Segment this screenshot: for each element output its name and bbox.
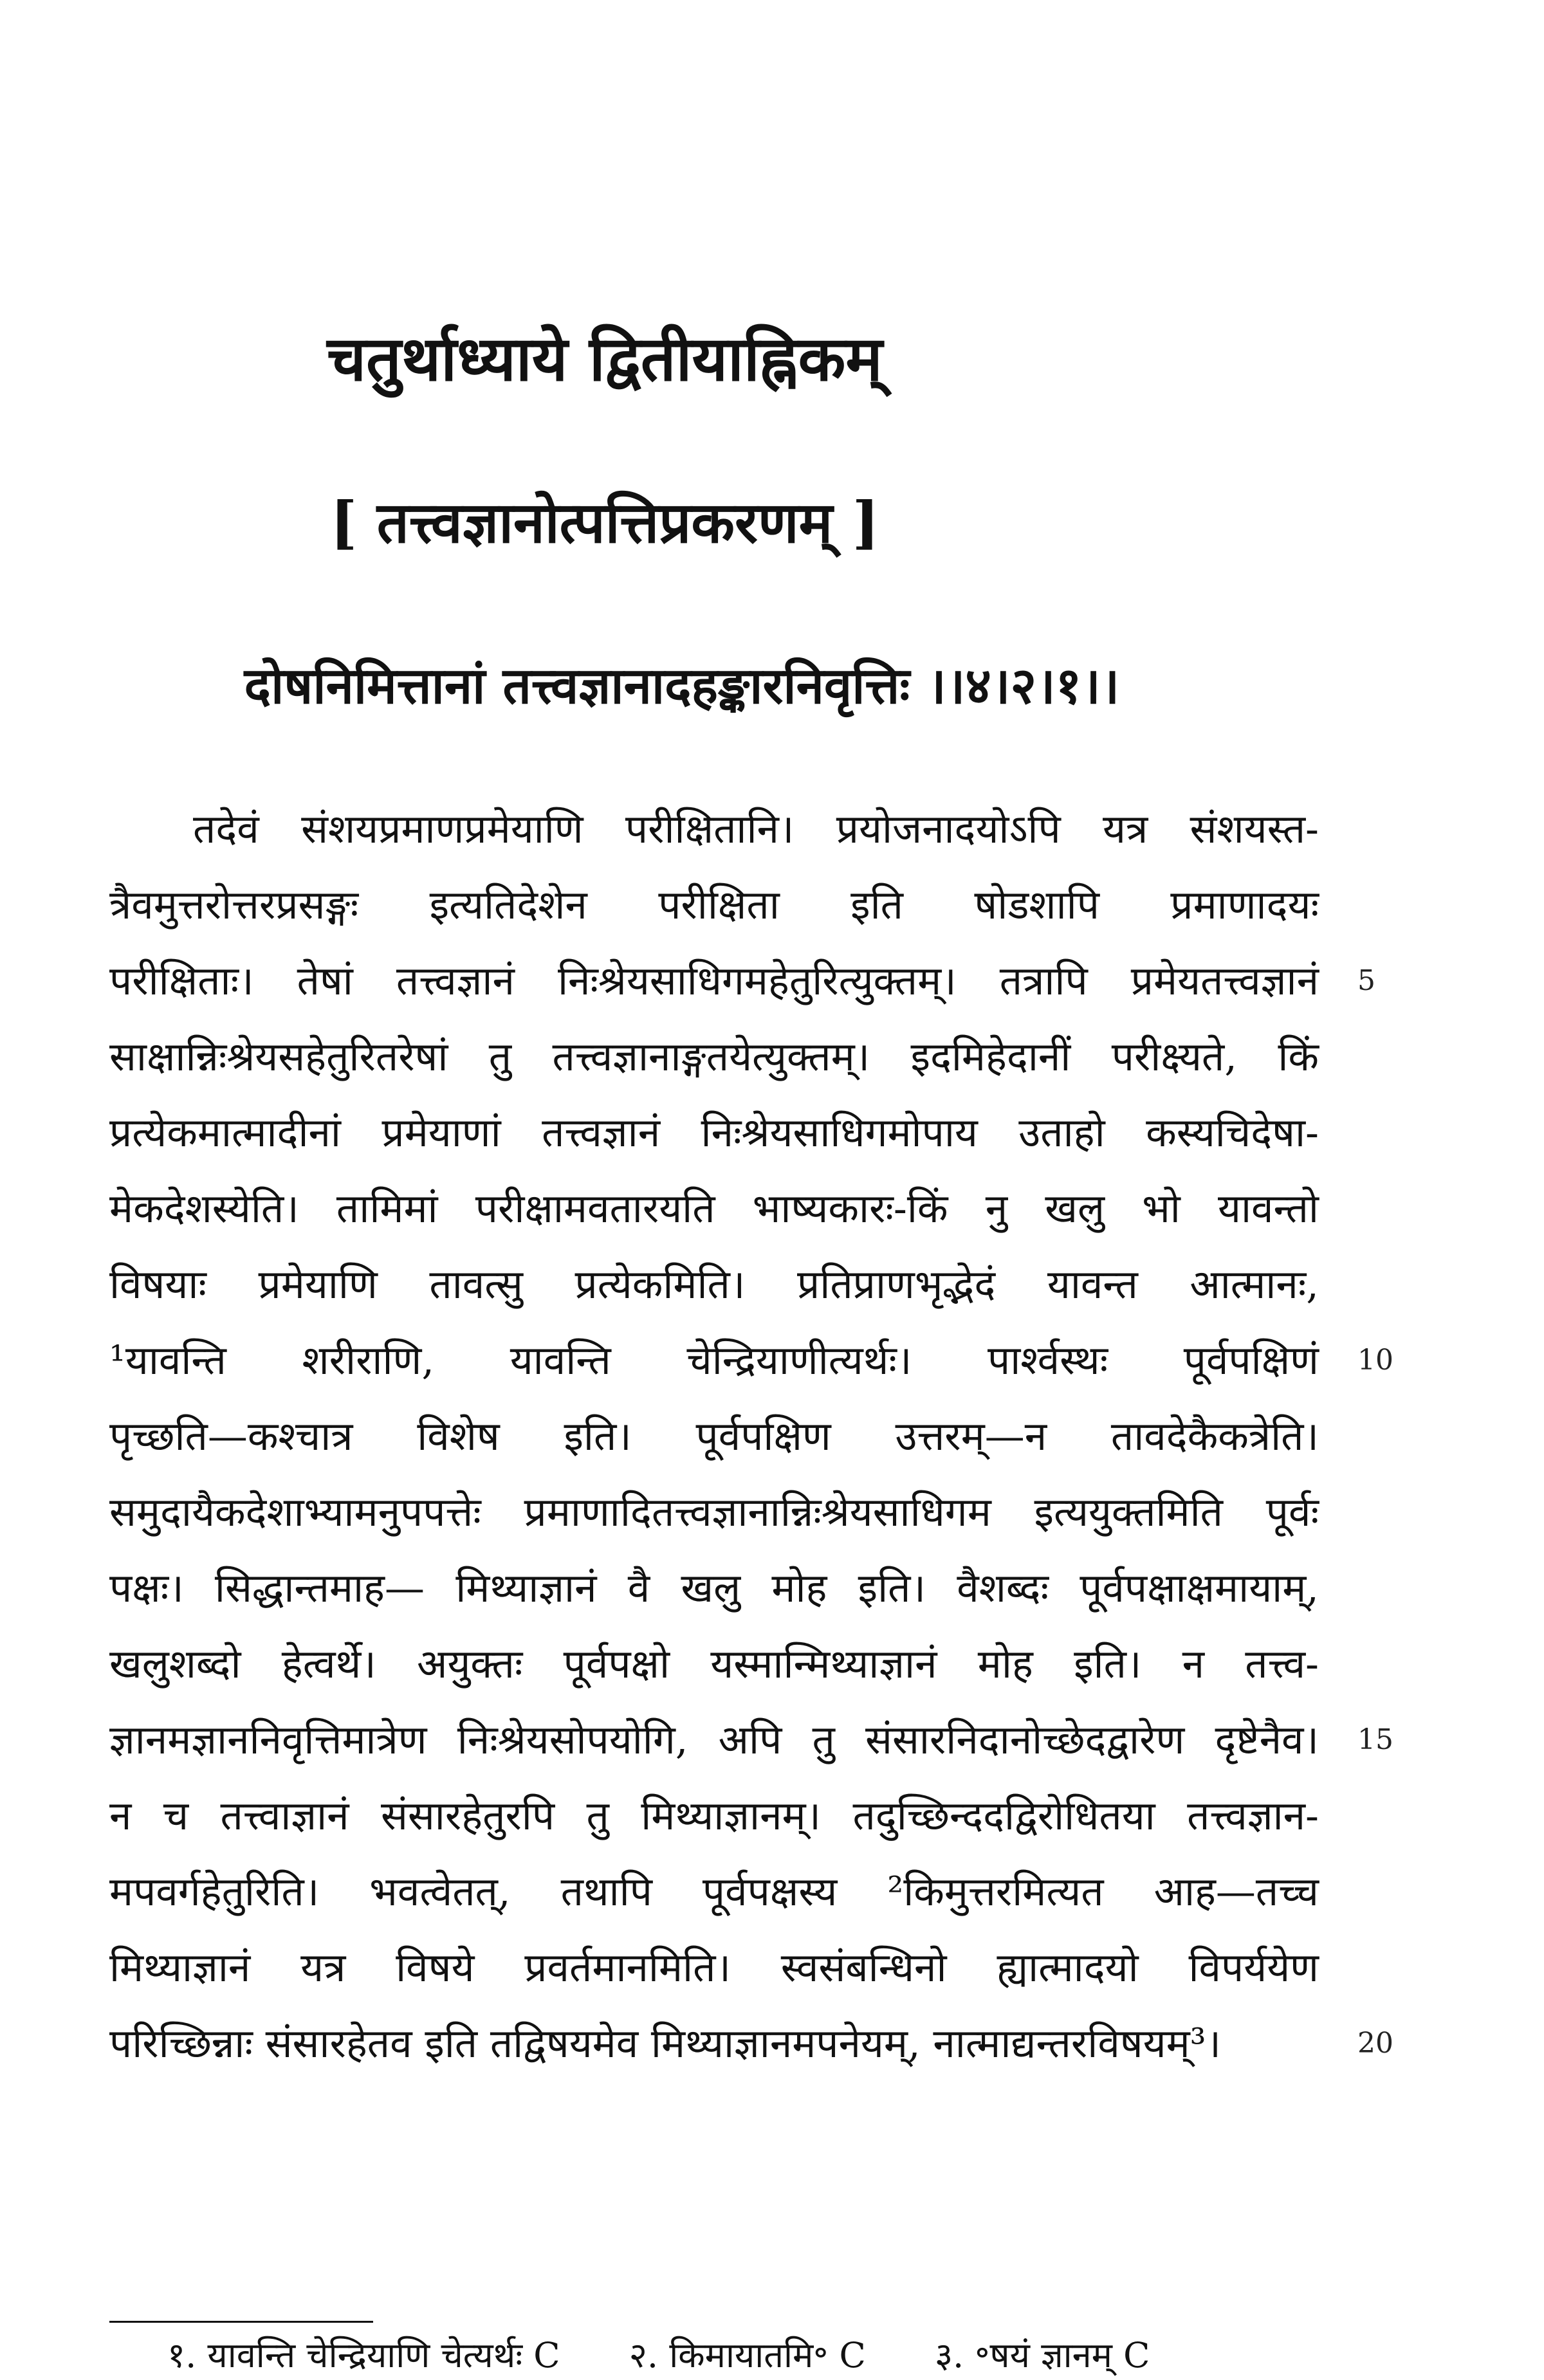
line-number: 15	[1357, 1723, 1393, 1756]
text-line: मिथ्याज्ञानं यत्र विषये प्रवर्तमानमिति। स्वसंबन्धिनो ह्यात्मादयो विपर्ययेण	[109, 1944, 1319, 1991]
text-line: ¹यावन्ति शरीराणि, यावन्ति चेन्द्रियाणीत्यर्थः। पार्श्वस्थः पूर्वपक्षिणं	[109, 1337, 1319, 1384]
text-line: समुदायैकदेशाभ्यामनुपपत्तेः प्रमाणादितत्त्वज्ञानान्निःश्रेयसाधिगम इत्ययुक्तमिति पूर्वः	[109, 1488, 1319, 1535]
text-line: ज्ञानमज्ञाननिवृत्तिमात्रेण निःश्रेयसोपयोगि, अपि तु संसारनिदानोच्छेदद्वारेण दृष्टेनैव।	[109, 1716, 1319, 1763]
text-line: विषयाः प्रमेयाणि तावत्सु प्रत्येकमिति। प्रतिप्राणभृद्भेदं यावन्त आत्मानः,	[109, 1261, 1319, 1308]
line-number: 20	[1357, 2027, 1393, 2060]
text-line: न च तत्त्वाज्ञानं संसारहेतुरपि तु मिथ्याज्ञानम्। तदुच्छिन्ददद्विरोधितया तत्त्वज्ञान-	[109, 1792, 1319, 1839]
text-line: प्रत्येकमात्मादीनां प्रमेयाणां तत्त्वज्ञानं निःश्रेयसाधिगमोपाय उताहो कस्यचिदेषा-	[109, 1109, 1319, 1156]
section-title: [ तत्त्वज्ञानोत्पत्तिप्रकरणम् ]	[330, 489, 879, 556]
chapter-title: चतुर्थाध्याये द्वितीयाह्निकम्	[327, 322, 883, 395]
text-line: परिच्छिन्नाः संसारहेतव इति तद्विषयमेव मिथ्याज्ञानमपनेयम्, नात्माद्यन्तरविषयम्³।	[109, 2020, 1222, 2067]
footnote-divider	[109, 2321, 373, 2323]
line-number: 5	[1357, 964, 1375, 997]
text-line: साक्षान्निःश्रेयसहेतुरितरेषां तु तत्त्वज्ञानाङ्गतयेत्युक्तम्। इदमिहेदानीं परीक्ष्यते, किं	[109, 1033, 1319, 1080]
footnote: ३. ॰षयं ज्ञानम् C	[934, 2335, 1150, 2375]
text-line: मपवर्गहेतुरिति। भवत्वेतत्, तथापि पूर्वपक्षस्य ²किमुत्तरमित्यत आह—तच्च	[109, 1868, 1319, 1915]
footnote: २. किमायातमि॰ C	[629, 2335, 866, 2375]
footnotes	[167, 2331, 1325, 2380]
text-line: परीक्षिताः। तेषां तत्त्वज्ञानं निःश्रेयसाधिगमहेतुरित्युक्तम्। तत्रापि प्रमेयतत्त्वज्ञानं	[109, 957, 1319, 1004]
sutra-text: दोषनिमित्तानां तत्त्वज्ञानादहङ्कारनिवृत्तिः ।।४।२।१।।	[244, 657, 1120, 715]
text-line: पृच्छति—कश्चात्र विशेष इति। पूर्वपक्षिण उत्तरम्—न तावदेकैकत्रेति।	[109, 1413, 1319, 1460]
footnote: १. यावन्ति चेन्द्रियाणि चेत्यर्थः C	[167, 2335, 560, 2375]
commentary-body	[109, 791, 1319, 2082]
text-line: त्रैवमुत्तरोत्तरप्रसङ्गः इत्यतिदेशेन परीक्षिता इति षोडशापि प्रमाणादयः	[109, 881, 1319, 928]
text-line: तदेवं संशयप्रमाणप्रमेयाणि परीक्षितानि। प्रयोजनादयोऽपि यत्र संशयस्त-	[193, 805, 1319, 852]
text-line: खलुशब्दो हेत्वर्थे। अयुक्तः पूर्वपक्षो यस्मान्मिथ्याज्ञानं मोह इति। न तत्त्व-	[109, 1640, 1319, 1687]
line-number: 10	[1357, 1344, 1393, 1377]
text-line: पक्षः। सिद्धान्तमाह— मिथ्याज्ञानं वै खलु मोह इति। वैशब्दः पूर्वपक्षाक्षमायाम्,	[109, 1564, 1319, 1611]
text-line: मेकदेशस्येति। तामिमां परीक्षामवतारयति भाष्यकारः-किं नु खलु भो यावन्तो	[109, 1185, 1319, 1232]
